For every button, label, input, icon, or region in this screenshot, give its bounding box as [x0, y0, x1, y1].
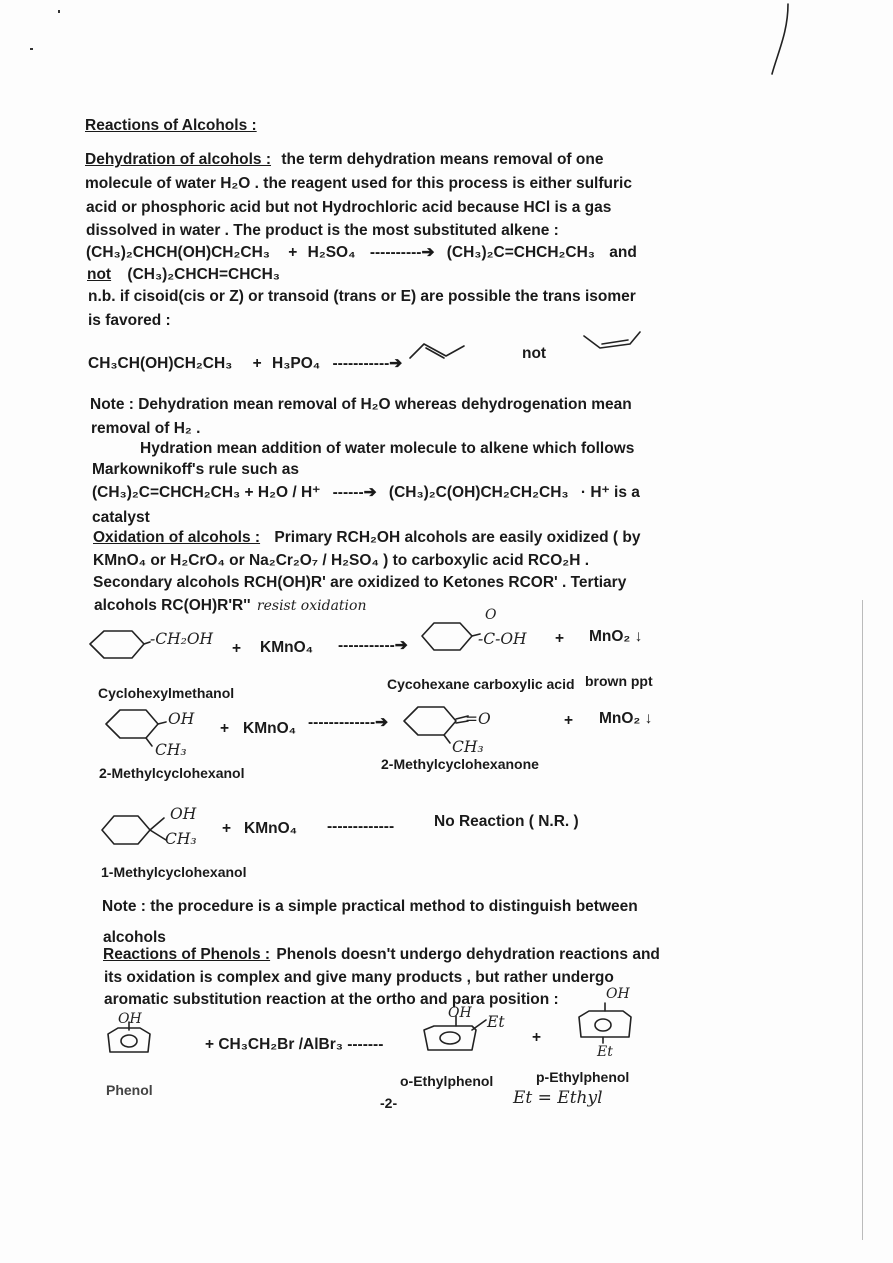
alkylation-reagent: + CH₃CH₂Br /AlBr₃ -------: [205, 1036, 384, 1053]
oxidation-heading: Oxidation of alcohols :: [93, 529, 261, 546]
r2-plus: +: [220, 720, 230, 737]
o-ethylphenol-ring: [420, 1016, 490, 1056]
scan-speck: [30, 48, 33, 50]
1-methylcyclohexanol-ring: [100, 812, 172, 848]
name-o-ethylphenol: o-Ethylphenol: [400, 1073, 494, 1089]
hydration-right: (CH₃)₂C(OH)CH₂CH₂CH₃: [388, 484, 569, 501]
phenols-line-2: its oxidation is complex and give many products , but rather undergo: [104, 969, 614, 986]
eq1-and: and: [609, 244, 637, 261]
r2-plus-2: +: [564, 712, 574, 729]
ortho-oh-label: OH: [448, 1005, 472, 1021]
handwritten-resist-oxidation: resist oxidation: [256, 598, 367, 614]
hydration-tail: · H⁺ is a: [580, 484, 640, 501]
r1-product-group: -C-OH: [478, 630, 527, 648]
hydration-arrow: ------➔: [332, 484, 377, 501]
eq1-not: not: [87, 266, 112, 283]
eq1-reactant: (CH₃)₂CHCH(OH)CH₂CH₃: [86, 244, 270, 261]
page-title: Reactions of Alcohols :: [85, 117, 257, 134]
equation-1-alt: [87, 266, 280, 284]
r3-plus: +: [222, 820, 232, 837]
dehydration-heading: Dehydration of alcohols :: [85, 151, 272, 168]
margin-stroke: [770, 2, 790, 77]
eq2-reagent: H₃PO₄: [272, 355, 321, 372]
cyclohexanecarboxylic-acid-ring: [420, 620, 482, 654]
r2-ch3: CH₃: [155, 741, 187, 759]
r1-substituent: -CH₂OH: [150, 630, 214, 648]
dehydration-text: the term dehydration means removal of one: [281, 151, 604, 168]
note1-line-3: Hydration mean addition of water molecule to alkene which follows: [140, 440, 635, 457]
note1-line-1: Note : Dehydration mean removal of H₂O whereas dehydrogenation mean: [90, 396, 632, 413]
r1-byproduct: MnO₂ ↓: [589, 628, 643, 645]
phenols-line-3: aromatic substitution reaction at the ortho and para position :: [104, 991, 559, 1008]
r3-oh: OH: [170, 805, 197, 823]
r2-oh: OH: [168, 710, 195, 728]
oxidation-line-3: Secondary alcohols RCH(OH)R' are oxidized to Ketones RCOR' . Tertiary: [93, 574, 627, 591]
r2-byproduct: MnO₂ ↓: [599, 710, 653, 727]
eq1-reagent: H₂SO₄: [307, 244, 356, 261]
r3-no-reaction: No Reaction ( N.R. ): [434, 813, 579, 830]
r3-ch3: CH₃: [165, 830, 197, 848]
nb-line-1: n.b. if cisoid(cis or Z) or transoid (trans or E) are possible the trans isomer: [88, 288, 636, 305]
dehydration-line-2: molecule of water H₂O . the reagent used for this process is either sulfuric: [85, 175, 632, 192]
scan-speck: [58, 10, 60, 13]
hydration-equation: [92, 484, 640, 502]
page-number: -2-: [380, 1095, 398, 1111]
phenols-plus: +: [532, 1029, 542, 1046]
ortho-et-label: Et: [487, 1013, 505, 1031]
eq1-plus: +: [288, 244, 298, 261]
oxidation-line-2: KMnO₄ or H₂CrO₄ or Na₂Cr₂O₇ / H₂SO₄ ) to carboxylic acid RCO₂H .: [93, 552, 589, 569]
r1-plus: +: [232, 640, 242, 657]
r1-name-brown-ppt: brown ppt: [585, 673, 653, 689]
scan-line: [862, 600, 863, 1240]
note1-line-2: removal of H₂ .: [91, 420, 201, 437]
eq1-product: (CH₃)₂C=CHCH₂CH₃: [446, 244, 595, 261]
para-oh-label: OH: [606, 986, 630, 1002]
cyclohexylmethanol-ring: [88, 628, 152, 662]
note1-line-5: catalyst: [92, 509, 150, 526]
r3-reagent: KMnO₄: [244, 820, 298, 837]
oxidation-line-1: [93, 529, 641, 547]
phenols-heading: Reactions of Phenols :: [103, 946, 271, 963]
oxidation-tertiary: alcohols RC(OH)R'R'': [94, 597, 251, 614]
phenol-ring: [104, 1022, 154, 1058]
oxidation-text: Primary RCH₂OH alcohols are easily oxidized ( by: [274, 529, 641, 546]
nb-line-2: is favored :: [88, 312, 171, 329]
eq1-arrow: ----------➔: [369, 244, 435, 261]
eq2-reactant: CH₃CH(OH)CH₂CH₃: [88, 355, 233, 372]
r1-plus-2: +: [555, 630, 565, 647]
r1-name-cyclohexylmethanol: Cyclohexylmethanol: [98, 685, 235, 701]
name-phenol: Phenol: [106, 1082, 153, 1098]
r1-reagent: KMnO₄: [260, 639, 314, 656]
eq2-plus: +: [252, 355, 262, 372]
note2-line-2: alcohols: [103, 929, 166, 946]
phenol-oh-label: OH: [118, 1011, 142, 1027]
eq2-not: not: [522, 345, 547, 362]
note1-line-4: Markownikoff's rule such as: [92, 461, 299, 478]
para-et-label: Et: [597, 1044, 613, 1060]
r2-name-2-methylcyclohexanone: 2-Methylcyclohexanone: [381, 756, 539, 772]
oxidation-line-4: [94, 597, 366, 615]
hydration-left: (CH₃)₂C=CHCH₂CH₃ + H₂O / H⁺: [92, 484, 321, 501]
phenols-line-1: [103, 946, 660, 964]
trans-alkene-structure: [408, 340, 468, 362]
dehydration-line-1: [85, 151, 603, 169]
r2-ketone-o: =O: [465, 710, 491, 728]
r3-dashes: -------------: [327, 818, 395, 835]
dehydration-line-4: dissolved in water . The product is the most substituted alkene :: [86, 222, 559, 239]
handwritten-et-legend: Et = Ethyl: [513, 1088, 603, 1108]
r2-product-ch3: CH₃: [452, 738, 484, 756]
r1-arrow: -----------➔: [338, 637, 408, 654]
equation-1: [86, 244, 637, 262]
r3-name-1-methylcyclohexanol: 1-Methylcyclohexanol: [101, 864, 247, 880]
note2-line-1: Note : the procedure is a simple practical method to distinguish between: [102, 898, 638, 915]
equation-2: [88, 355, 402, 373]
r2-reagent: KMnO₄: [243, 720, 297, 737]
r2-arrow: -------------➔: [308, 714, 389, 731]
dehydration-line-3: acid or phosphoric acid but not Hydrochloric acid because HCl is a gas: [86, 199, 612, 216]
name-p-ethylphenol: p-Ethylphenol: [536, 1069, 630, 1085]
r1-name-product: Cycohexane carboxylic acid: [387, 676, 575, 692]
eq1-alt-product: (CH₃)₂CHCH=CHCH₃: [127, 266, 280, 283]
eq2-arrow: -----------➔: [332, 355, 403, 372]
r1-carbonyl-o: O: [485, 607, 497, 623]
cis-alkene-structure: [582, 330, 642, 354]
r2-name-2-methylcyclohexanol: 2-Methylcyclohexanol: [99, 765, 245, 781]
phenols-text: Phenols doesn't undergo dehydration reactions and: [276, 946, 660, 963]
